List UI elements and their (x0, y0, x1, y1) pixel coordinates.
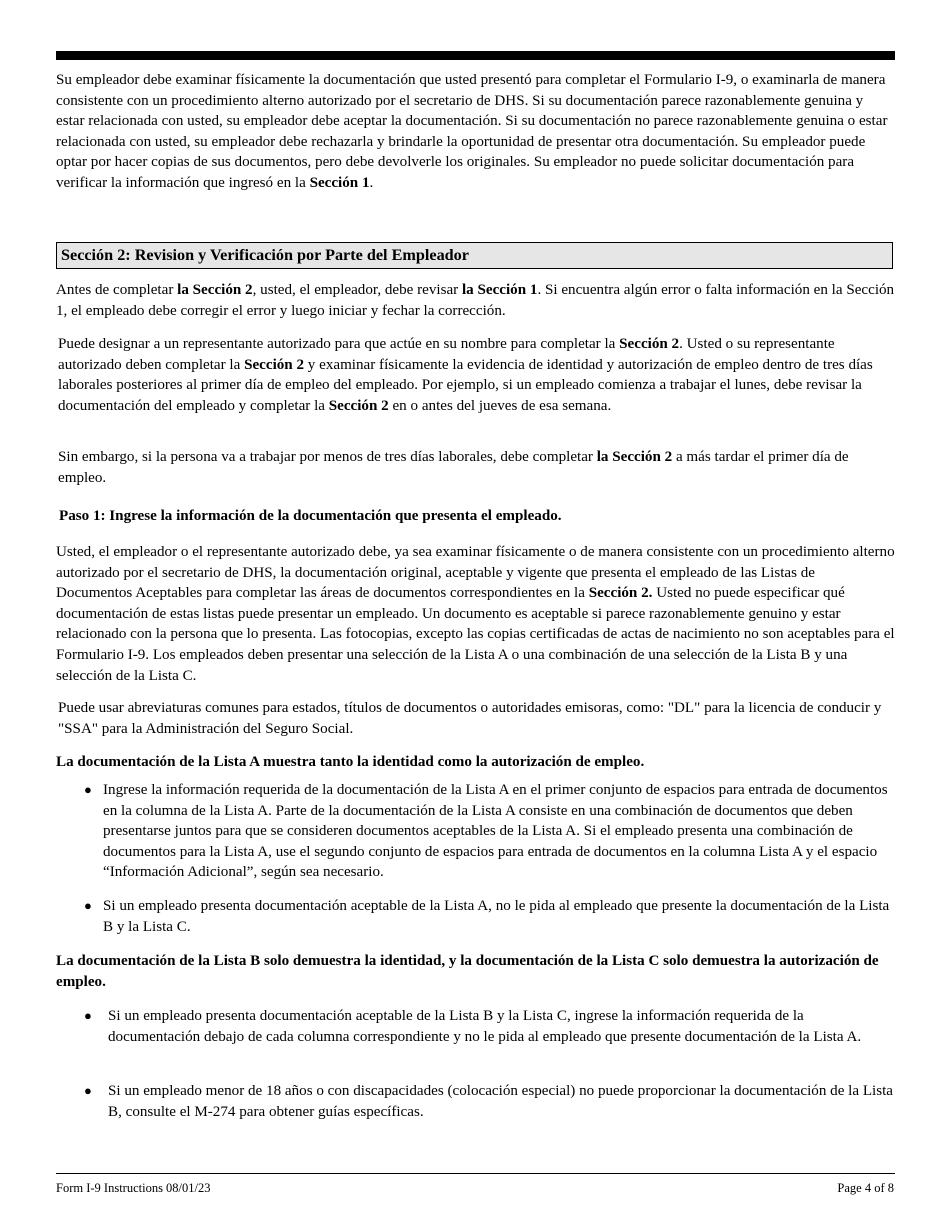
page-number: Page 4 of 8 (837, 1181, 894, 1195)
list-item (84, 1081, 895, 1122)
footer-rule (56, 1173, 895, 1174)
bullet-icon: ● (84, 782, 92, 797)
list-a-bullet-1: Ingrese la información requerida de la documentación de la Lista A en el primer conjunto de espacios para entrada de documentos en la columna de la Lista A. Parte de la documentación de la Lista A consiste en una combinación de documentos que deben presentarse juntos para que se consideren documentos aceptables de la Lista A. Si el empleado presenta una combinación de documentos para la Lista A, use el segundo conjunto de espacios para entrada de documentos en la columna Lista A y el espacio “Información Adicional”, según sea necesario. (103, 782, 888, 881)
step-1-paragraph-2: Puede usar abreviaturas comunes para estados, títulos de documentos o autoridades emisoras, como: "DL" para la licencia de conducir y "SSA" para la Administración del Seguro Social. (58, 700, 882, 737)
bullet-icon: ● (84, 1083, 92, 1098)
section-2-paragraph-3: Sin embargo, si la persona va a trabajar por menos de tres días laborales, debe completar la Sección 2 a más tardar el primer día de empleo. (58, 449, 849, 486)
bullet-icon: ● (84, 898, 92, 913)
list-bc-heading: La documentación de la Lista B solo demuestra la identidad, y la documentación de la Lista C solo demuestra la autorización de empleo. (56, 953, 879, 990)
step-1-heading: Paso 1: Ingrese la información de la documentación que presenta el empleado. (59, 508, 562, 524)
list-bc-bullet-1: Si un empleado presenta documentación aceptable de la Lista B y la Lista C, ingrese la información requerida de la documentación debajo de cada columna correspondiente y no le pida al empleado que presente documentación de la Lista A. (108, 1008, 862, 1045)
form-version: Form I-9 Instructions 08/01/23 (56, 1181, 211, 1195)
step-1-paragraph-1: Usted, el empleador o el representante autorizado debe, ya sea examinar físicamente o de manera consistente con un procedimiento alterno autorizado por el secretario de DHS, la documentación original, aceptable y vigente que presenta el empleado de las Listas de Documentos Aceptables para completar las áreas de documentos correspondientes en la Sección 2. Usted no puede especificar qué documentación de estas listas puede presentar un empleado. Un documento es aceptable si parece razonablemente genuino y estar relacionado con la persona que lo presenta. Las fotocopias, excepto las copias certificadas de actas de nacimiento no son aceptables para el Formulario I-9. Los empleados deben presentar una selección de la Lista A o una combinación de una selección de la Lista B y una selección de la Lista C. (56, 544, 895, 684)
list-a-heading: La documentación de la Lista A muestra tanto la identidad como la autorización de empleo. (56, 754, 645, 770)
section-2-paragraph-2: Puede designar a un representante autorizado para que actúe en su nombre para completar la Sección 2. Usted o su representante autorizado deben completar la Sección 2 y examinar físicamente la evidencia de identidad y autorización de empleo dentro de tres días laborales posteriores al primer día de empleo del empleado. Por ejemplo, si un empleado comienza a trabajar el lunes, debe revisar la documentación del empleado y completar la Sección 2 en o antes del jueves de esa semana. (58, 336, 873, 414)
top-rule (56, 51, 895, 60)
list-item (84, 1006, 895, 1047)
list-item (84, 896, 895, 937)
bullet-icon: ● (84, 1008, 92, 1023)
list-bc-bullet-2: Si un empleado menor de 18 años o con discapacidades (colocación especial) no puede proporcionar la documentación de la Lista B, consulte el M-274 para obtener guías específicas. (108, 1083, 894, 1120)
section-2-header: Sección 2: Revision y Verificación por Parte del Empleador (56, 242, 893, 269)
list-a-bullet-2: Si un empleado presenta documentación aceptable de la Lista A, no le pida al empleado que presente la documentación de la Lista B y la Lista C. (103, 898, 890, 935)
list-item (84, 780, 895, 883)
section-2-paragraph-1: Antes de completar la Sección 2, usted, el empleador, debe revisar la Sección 1. Si encuentra algún error o falta información en la Sección 1, el empleado debe corregir el error y luego iniciar y fechar la corrección. (56, 282, 895, 319)
intro-paragraph: Su empleador debe examinar físicamente la documentación que usted presentó para completar el Formulario I-9, o examinarla de manera consistente con un procedimiento alterno autorizado por el secretario de DHS. Si su documentación parece razonablemente genuina y estar relacionada con usted, su empleador debe aceptar la documentación. Si su documentación no parece razonablemente genuina o estar relacionada con usted, su empleador debe rechazarla y brindarle la oportunidad de presentar otra documentación. Su empleador puede optar por hacer copias de sus documentos, pero debe devolverle los originales. Su empleador no puede solicitar documentación para verificar la información que ingresó en la Sección 1. (56, 72, 888, 191)
